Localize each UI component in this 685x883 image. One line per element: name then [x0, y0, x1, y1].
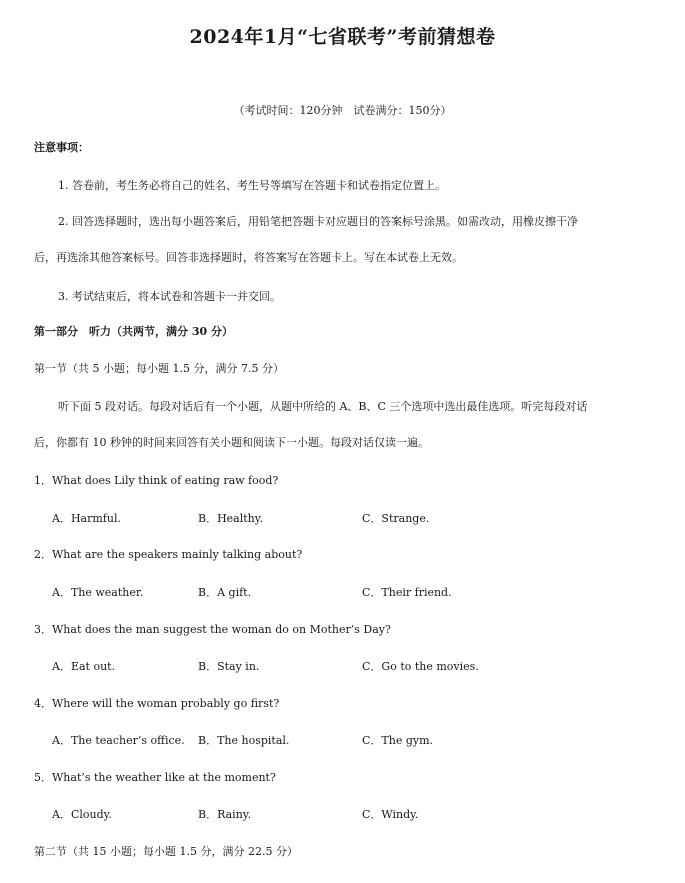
section1-heading: 第一节（共 5 小题；每小题 1.5 分，满分 7.5 分） — [34, 362, 284, 375]
part1-heading: 第一部分 听力（共两节，满分 30 分） — [34, 325, 233, 338]
question-1-option-b: B．Healthy. — [198, 512, 264, 525]
question-3-option-c: C．Go to the movies. — [362, 660, 479, 673]
question-1-option-c: C．Strange. — [362, 512, 430, 525]
page-title: 2024年1月“七省联考”考前猜想卷 — [189, 26, 496, 48]
instructions-line-1: 听下面 5 段对话。每段对话后有一个小题，从题中所给的 A、B、C 三个选项中选出最佳选项。听完每段对话 — [58, 400, 588, 413]
question-5-option-c: C．Windy. — [362, 808, 419, 821]
notes-heading: 注意事项： — [34, 141, 89, 154]
question-4-option-b: B．The hospital. — [198, 734, 290, 747]
exam-info: （考试时间：120分钟 试卷满分：150分） — [233, 104, 452, 117]
section2-heading: 第二节（共 15 小题；每小题 1.5 分，满分 22.5 分） — [34, 845, 298, 858]
question-4-option-c: C．The gym. — [362, 734, 434, 747]
question-2-option-b: B．A gift. — [198, 586, 252, 599]
question-3-option-b: B．Stay in. — [198, 660, 260, 673]
question-1: 1．What does Lily think of eating raw food? — [34, 474, 279, 487]
question-3-option-a: A．Eat out. — [52, 660, 116, 673]
question-4-option-a: A．The teacher’s office. — [52, 734, 185, 747]
note-item-2-line-2: 后，再选涂其他答案标号。回答非选择题时，将答案写在答题卡上。写在本试卷上无效。 — [34, 251, 463, 264]
question-5-option-a: A．Cloudy. — [52, 808, 112, 821]
question-5-option-b: B．Rainy. — [198, 808, 252, 821]
note-item-1: 1. 答卷前，考生务必将自己的姓名、考生号等填写在答题卡和试卷指定位置上。 — [58, 179, 446, 192]
question-2-option-c: C．Their friend. — [362, 586, 452, 599]
instructions-line-2: 后，你都有 10 秒钟的时间来回答有关小题和阅读下一小题。每段对话仅读一遍。 — [34, 436, 429, 449]
note-item-3: 3. 考试结束后，将本试卷和答题卡一并交回。 — [58, 290, 281, 303]
question-3: 3．What does the man suggest the woman do on Mother’s Day? — [34, 623, 391, 636]
question-5: 5．What’s the weather like at the moment? — [34, 771, 276, 784]
question-4: 4．Where will the woman probably go first? — [34, 697, 280, 710]
question-2: 2．What are the speakers mainly talking about? — [34, 548, 303, 561]
question-1-option-a: A．Harmful. — [52, 512, 121, 525]
note-item-2-line-1: 2. 回答选择题时，选出每小题答案后，用铅笔把答题卡对应题目的答案标号涂黑。如需改动，用橡皮擦干净 — [58, 215, 578, 228]
question-2-option-a: A．The weather. — [52, 586, 144, 599]
